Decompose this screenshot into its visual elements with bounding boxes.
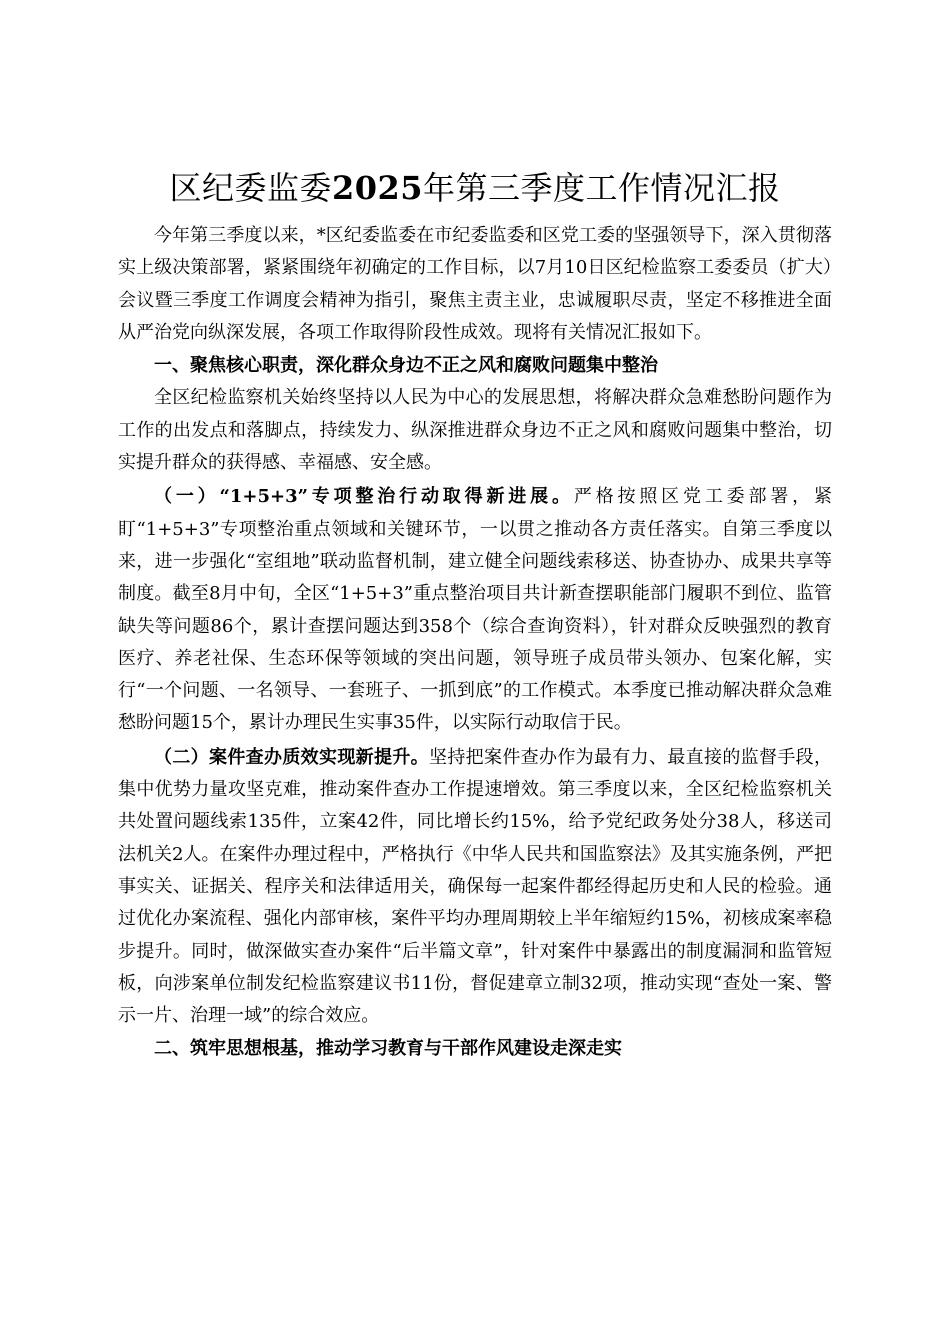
section-2-heading: 二、筑牢思想根基，推动学习教育与干部作风建设走深走实 — [154, 1038, 622, 1060]
title-suffix: 年第三季度工作情况汇报 — [423, 169, 781, 207]
subsection-2-body: 坚持把案件查办作为最有力、最直接的监督手段，集中优势力量攻坚克难，推动案件查办工作提速增效。第三季度以来，全区纪检监察机关共处置问题线索135件，立案42件，同比增长约15%，给予党纪政务处分38人，移送司法机关2人。在案件办理过程中，严格执行《中华人民共和国监察法》及其实施条例，严把事实关、证据关、程序关和法律适用关，确保每一起案件都经得起历史和人民的检验。通过优化办案流程、强化内部审核，案件平均办理周期较上半年缩短约15%，初核成案率稳步提升。同时，做深做实查办案件“后半篇文章”，针对案件中暴露出的制度漏洞和监管短板，向涉案单位制发纪检监察建议书11份，督促建章立制32项，推动实现“查处一案、警示一片、治理一域”的综合效应。 — [118, 746, 832, 1027]
subsection-2-paragraph — [118, 742, 832, 1033]
intro-paragraph: 今年第三季度以来，*区纪委监委在市纪委监委和区党工委的坚强领导下，深入贯彻落实上级决策部署，紧紧围绕年初确定的工作目标，以7月10日区纪检监察工委委员（扩大）会议暨三季度工作调度会精神为指引，聚焦主责主业，忠诚履职尽责，坚定不移推进全面从严治党向纵深发展，各项工作取得阶段性成效。现将有关情况汇报如下。 — [118, 225, 832, 343]
subsection-1-body: 严格按照区党工委部署，紧盯“1+5+3”专项整治重点领域和关键环节，一以贯之推动各方责任落实。自第三季度以来，进一步强化“室组地”联动监督机制，建立健全问题线索移送、协查协办、成果共享等制度。截至8月中旬，全区“1+5+3”重点整治项目共计新查摆职能部门履职不到位、监管缺失等问题86个，累计查摆问题达到358个（综合查询资料），针对群众反映强烈的教育医疗、养老社保、生态环保等领域的突出问题，领导班子成员带头领办、包案化解，实行“一个问题、一名领导、一套班子、一抓到底”的工作模式。本季度已推动解决群众急难愁盼问题15个，累计办理民生实事35件，以实际行动取信于民。 — [118, 486, 832, 734]
title-year: 2025 — [331, 169, 424, 207]
subsection-1-paragraph — [118, 481, 832, 739]
document-body — [118, 164, 832, 1066]
section-1-paragraph: 全区纪检监察机关始终坚持以人民为中心的发展思想，将解决群众急难愁盼问题作为工作的出发点和落脚点，持续发力、纵深推进群众身边不正之风和腐败问题集中整治，切实提升群众的获得感、幸福感、安全感。 — [118, 387, 832, 474]
title-prefix: 区纪委监委 — [169, 169, 332, 207]
subsection-1-lead: （一）“1+5+3”专项整治行动取得新进展。 — [154, 486, 574, 508]
subsection-2-lead: （二）案件查办质效实现新提升。 — [154, 746, 429, 768]
section-1-heading: 一、聚焦核心职责，深化群众身边不正之风和腐败问题集中整治 — [154, 355, 658, 377]
document-title — [118, 164, 832, 212]
